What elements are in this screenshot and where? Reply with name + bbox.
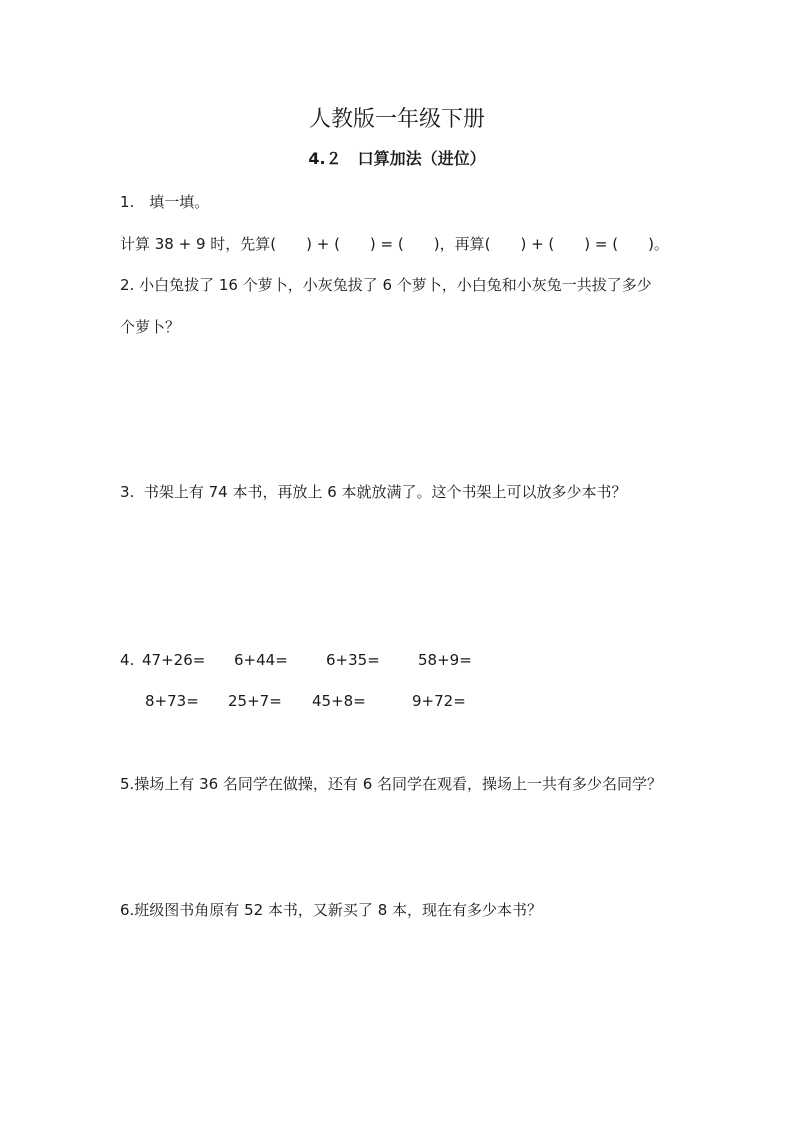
question-1-body: 计算 38 + 9 时，先算( ) + ( ) = ( )，再算( ) + ( ) = ( )。 [120,235,669,253]
question-2-line-1: 2. 小白兔拔了 16 个萝卜，小灰兔拔了 6 个萝卜，小白兔和小灰兔一共拔了多少 [120,276,652,294]
question-1-heading: 1. 填一填。 [120,193,210,211]
question-2-line-2: 个萝卜？ [120,318,181,336]
question-4-expression: 6+35= [326,651,380,669]
question-4-expression: 6+44= [234,651,288,669]
question-4-expression: 47+26= [142,651,206,669]
question-5-text: 5.操场上有 36 名同学在做操，还有 6 名同学在观看，操场上一共有多少名同学？ [120,775,663,793]
page-title: 人教版一年级下册 [308,107,485,132]
question-6-text: 6.班级图书角原有 52 本书，又新买了 8 本，现在有多少本书？ [120,901,543,919]
question-4-label: 4. [120,651,135,669]
question-4-expression: 45+8= [312,692,366,710]
section-subtitle: 4.２ 口算加法（进位） [308,149,486,168]
question-4-expression: 58+9= [418,651,472,669]
question-3-text: 3. 书架上有 74 本书，再放上 6 本就放满了。这个书架上可以放多少本书？ [120,483,627,501]
question-4-expression: 8+73= [145,692,199,710]
question-4-expression: 25+7= [228,692,282,710]
question-4-expression: 9+72= [412,692,466,710]
